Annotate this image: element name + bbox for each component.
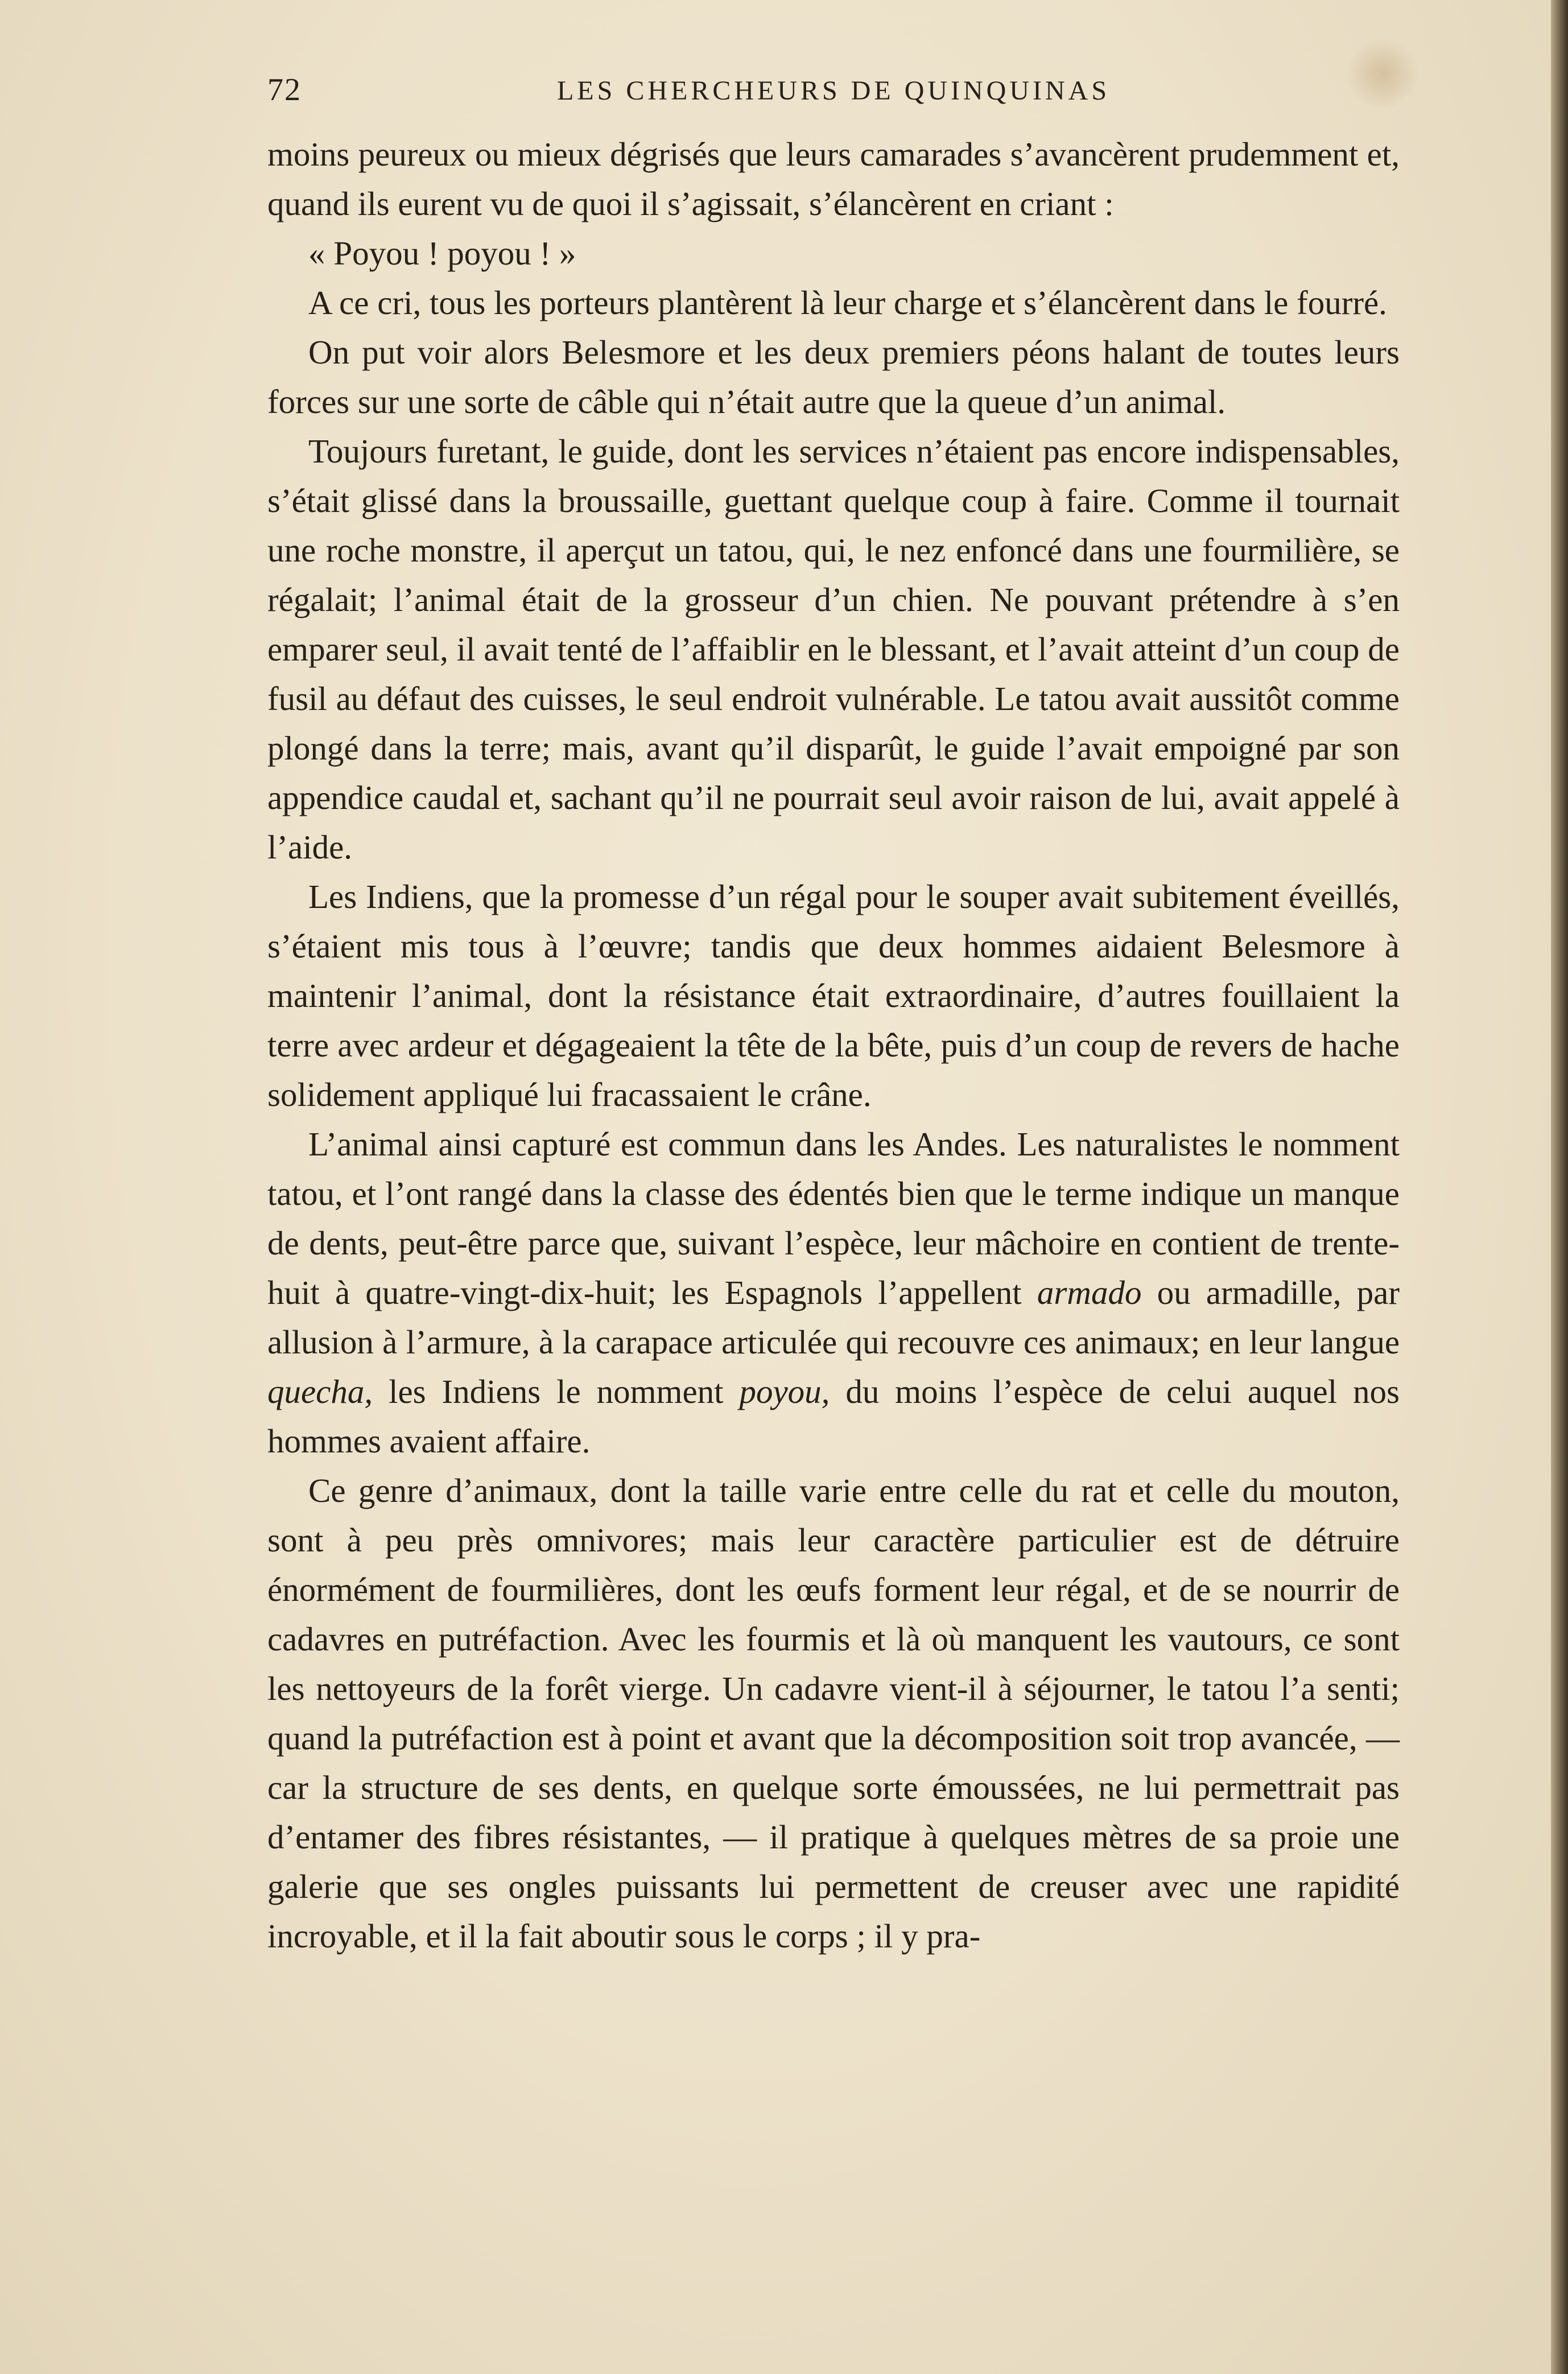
italic-term-poyou: poyou, [739, 1373, 830, 1410]
italic-term-quecha: quecha, [267, 1373, 373, 1410]
paragraph-7 [267, 1120, 1400, 1466]
paragraph-7-part-a: L’animal ainsi capturé est commun dans les Andes. Les naturalistes le nomment tatou, et l’ont rangé dans la classe des édentés bien que le terme indique un manque de dents, peut-être parce que, suivant l’espèce, leur mâchoire en contient de trente-huit à quatre-vingt-dix-huit; les Espagnols l’appellent [267, 1125, 1400, 1311]
paragraph-6: Les Indiens, que la promesse d’un régal pour le souper avait subitement éveillés, s’étaient mis tous à l’œuvre; tandis que deux hommes aidaient Belesmore à maintenir l’animal, dont la résistance était extraordinaire, d’autres fouillaient la terre avec ardeur et dégageaient la tête de la bête, puis d’un coup de revers de hache solidement appliqué lui fracassaient le crâne. [267, 878, 1400, 1113]
paragraph-7-part-c: les Indiens le nomment [389, 1373, 724, 1410]
running-header [267, 72, 1400, 117]
body-text [267, 130, 1400, 1961]
page-number: 72 [267, 72, 302, 108]
paragraph-2: « Poyou ! poyou ! » [308, 234, 576, 272]
paragraph-7-part-d: du moins l’espèce de celui auquel nos hommes avaient affaire. [267, 1373, 1400, 1460]
paragraph-7-part-b: ou armadille, par allusion à l’armure, à la carapace articulée qui recouvre ces animaux; en leur langue [267, 1274, 1400, 1361]
paragraph-4: On put voir alors Belesmore et les deux premiers péons halant de toutes leurs forces sur une sorte de câble qui n’était autre que la queue d’un animal. [267, 333, 1400, 420]
paragraph-8: Ce genre d’animaux, dont la taille varie entre celle du rat et celle du mouton, sont à peu près omnivores; mais leur caractère particulier est de détruire énormément de fourmilières, dont les œufs forment leur régal, et de se nourrir de cadavres en putréfaction. Avec les fourmis et là où manquent les vautours, ce sont les nettoyeurs de la forêt vierge. Un cadavre vient-il à séjourner, le tatou l’a senti; quand la putréfaction est à point et avant que la décomposition soit trop avancée, — car la structure de ses dents, en quelque sorte émoussées, ne lui permettrait pas d’entamer des fibres résistantes, — il pratique à quelques mètres de sa proie une galerie que ses ongles puissants lui permettent de creuser avec une rapidité incroyable, et il la fait aboutir sous le corps ; il y pra- [267, 1472, 1400, 1955]
italic-term-armado: armado [1037, 1274, 1142, 1311]
paragraph-3: A ce cri, tous les porteurs plantèrent là leur charge et s’élancèrent dans le fourré. [308, 284, 1387, 321]
running-title: LES CHERCHEURS DE QUINQUINAS [556, 76, 1111, 106]
page-edge-shadow [1551, 0, 1568, 2374]
paragraph-5: Toujours furetant, le guide, dont les services n’étaient pas encore indispensables, s’était glissé dans la broussaille, guettant quelque coup à faire. Comme il tournait une roche monstre, il aperçut un tatou, qui, le nez enfoncé dans une fourmilière, se régalait; l’animal était de la grosseur d’un chien. Ne pouvant prétendre à s’en emparer seul, il avait tenté de l’affaiblir en le blessant, et l’avait atteint d’un coup de fusil au défaut des cuisses, le seul endroit vulnérable. Le tatou avait aussitôt comme plongé dans la terre; mais, avant qu’il disparût, le guide l’avait empoigné par son appendice caudal et, sachant qu’il ne pourrait seul avoir raison de lui, avait appelé à l’aide. [267, 432, 1400, 866]
paragraph-1: moins peureux ou mieux dégrisés que leurs camarades s’avancèrent prudemment et, quand ils eurent vu de quoi il s’agissait, s’élancèrent en criant : [267, 135, 1400, 222]
